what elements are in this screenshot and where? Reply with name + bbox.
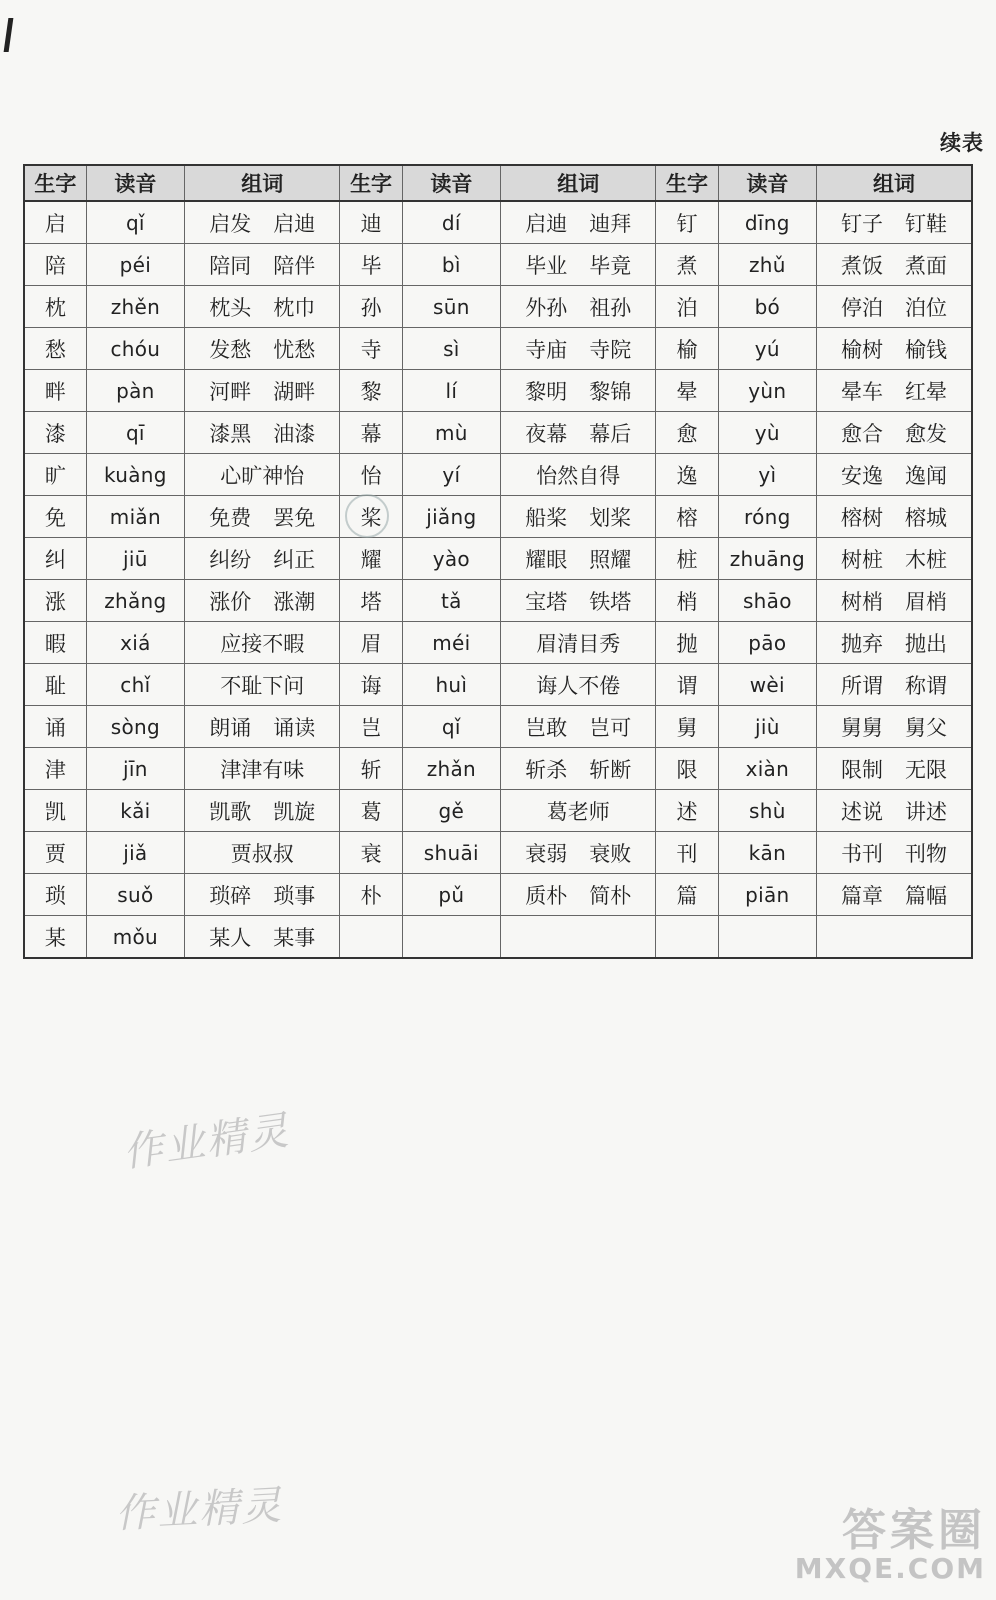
words-cell <box>817 916 972 959</box>
words-cell <box>817 664 972 706</box>
table-row <box>24 538 972 580</box>
pinyin-cell: qǐ <box>86 201 184 244</box>
words-cell <box>501 328 656 370</box>
char-cell: 耀 <box>340 538 402 580</box>
pinyin-cell: sòng <box>86 706 184 748</box>
word: 油漆 <box>273 421 316 446</box>
words-cell <box>501 538 656 580</box>
char-cell: 凯 <box>24 790 86 832</box>
table-row <box>24 664 972 706</box>
table-row <box>24 916 972 959</box>
char-cell: 抛 <box>656 622 718 664</box>
pinyin-cell: pāo <box>718 622 816 664</box>
char-cell: 迪 <box>340 201 402 244</box>
pinyin-cell: shāo <box>718 580 816 622</box>
pinyin-cell: bì <box>402 244 500 286</box>
word: 宝塔 <box>525 589 568 614</box>
words-cell <box>817 622 972 664</box>
words-cell <box>501 580 656 622</box>
pinyin-cell: xiá <box>86 622 184 664</box>
pinyin-cell: dí <box>402 201 500 244</box>
word: 湖畔 <box>273 379 316 404</box>
word: 应接不暇 <box>220 631 305 656</box>
word: 某人 <box>209 925 252 950</box>
pinyin-cell: yào <box>402 538 500 580</box>
pinyin-cell: sì <box>402 328 500 370</box>
words-cell <box>501 748 656 790</box>
words-cell <box>817 328 972 370</box>
char-cell: 舅 <box>656 706 718 748</box>
word: 舅父 <box>905 715 948 740</box>
pinyin-cell: suǒ <box>86 874 184 916</box>
words-cell <box>501 454 656 496</box>
page-corner-mark <box>4 18 14 52</box>
header-char: 生字 <box>340 165 402 201</box>
pinyin-cell: yù <box>718 412 816 454</box>
word: 迪拜 <box>589 211 632 236</box>
pinyin-cell: xiàn <box>718 748 816 790</box>
pinyin-cell: zhěn <box>86 286 184 328</box>
pinyin-cell: yú <box>718 328 816 370</box>
table-row <box>24 790 972 832</box>
word: 寺庙 <box>525 337 568 362</box>
words-cell <box>501 412 656 454</box>
words-cell <box>501 790 656 832</box>
pinyin-cell: yí <box>402 454 500 496</box>
char-cell: 眉 <box>340 622 402 664</box>
pinyin-cell: chǐ <box>86 664 184 706</box>
char-cell: 畔 <box>24 370 86 412</box>
char-cell: 晕 <box>656 370 718 412</box>
pinyin-cell: huì <box>402 664 500 706</box>
pinyin-cell: yùn <box>718 370 816 412</box>
char-cell: 黎 <box>340 370 402 412</box>
char-cell <box>340 916 402 959</box>
word: 幕后 <box>589 421 632 446</box>
pinyin-cell: pǔ <box>402 874 500 916</box>
table-row <box>24 244 972 286</box>
word: 抛出 <box>905 631 948 656</box>
words-cell <box>185 748 340 790</box>
word: 斩断 <box>589 757 632 782</box>
word: 钉鞋 <box>905 211 948 236</box>
pinyin-cell: zhǎn <box>402 748 500 790</box>
pinyin-cell: qī <box>86 412 184 454</box>
word: 心旷神怡 <box>220 463 305 488</box>
header-words: 组词 <box>185 165 340 201</box>
word: 眉清目秀 <box>536 631 621 656</box>
word: 津津有味 <box>220 757 305 782</box>
table-row <box>24 706 972 748</box>
words-cell <box>501 706 656 748</box>
word: 诲人不倦 <box>536 673 621 698</box>
word: 涨价 <box>209 589 252 614</box>
pinyin-cell: jiū <box>86 538 184 580</box>
pinyin-cell: jiǎng <box>402 496 500 538</box>
pinyin-cell: kuàng <box>86 454 184 496</box>
pinyin-cell: jiù <box>718 706 816 748</box>
words-cell <box>185 580 340 622</box>
words-cell <box>185 412 340 454</box>
word: 篇章 <box>841 883 884 908</box>
header-pinyin: 读音 <box>402 165 500 201</box>
word: 免费 <box>209 505 252 530</box>
words-cell <box>185 496 340 538</box>
char-cell <box>656 916 718 959</box>
pinyin-cell: yì <box>718 454 816 496</box>
words-cell <box>817 706 972 748</box>
word: 榕城 <box>905 505 948 530</box>
words-cell <box>817 538 972 580</box>
pinyin-cell: lí <box>402 370 500 412</box>
word: 诵读 <box>273 715 316 740</box>
char-cell: 纠 <box>24 538 86 580</box>
table-row <box>24 286 972 328</box>
word: 黎明 <box>525 379 568 404</box>
pinyin-cell: bó <box>718 286 816 328</box>
word: 漆黑 <box>209 421 252 446</box>
char-cell: 桩 <box>656 538 718 580</box>
word: 琐碎 <box>209 883 252 908</box>
word: 愈合 <box>841 421 884 446</box>
char-cell: 漆 <box>24 412 86 454</box>
pinyin-cell: miǎn <box>86 496 184 538</box>
table-body <box>24 201 972 958</box>
word: 贾叔叔 <box>230 841 294 866</box>
pinyin-cell: mù <box>402 412 500 454</box>
word: 毕竟 <box>589 253 632 278</box>
words-cell <box>185 832 340 874</box>
word: 船桨 <box>525 505 568 530</box>
word: 涨潮 <box>273 589 316 614</box>
pinyin-cell: róng <box>718 496 816 538</box>
word: 木桩 <box>905 547 948 572</box>
words-cell <box>817 832 972 874</box>
continued-table-label: 续表 <box>940 131 984 155</box>
word: 讲述 <box>905 799 948 824</box>
word: 岂敢 <box>525 715 568 740</box>
word: 枕巾 <box>273 295 316 320</box>
char-cell: 某 <box>24 916 86 959</box>
word: 称谓 <box>905 673 948 698</box>
char-cell: 泊 <box>656 286 718 328</box>
words-cell <box>501 370 656 412</box>
word: 斩杀 <box>525 757 568 782</box>
word: 凯歌 <box>209 799 252 824</box>
word: 怡然自得 <box>536 463 621 488</box>
pinyin-cell: sūn <box>402 286 500 328</box>
pinyin-cell: tǎ <box>402 580 500 622</box>
word: 启发 <box>209 211 252 236</box>
char-cell: 梢 <box>656 580 718 622</box>
pinyin-cell: qǐ <box>402 706 500 748</box>
stamp-mark <box>345 494 389 538</box>
words-cell <box>817 790 972 832</box>
header-pinyin: 读音 <box>86 165 184 201</box>
watermark: 作业精灵 <box>114 1482 285 1538</box>
word: 刊物 <box>905 841 948 866</box>
word: 罢免 <box>273 505 316 530</box>
word: 榕树 <box>841 505 884 530</box>
pinyin-cell: mǒu <box>86 916 184 959</box>
word: 启迪 <box>525 211 568 236</box>
words-cell <box>817 454 972 496</box>
pinyin-cell: pàn <box>86 370 184 412</box>
word: 纠正 <box>273 547 316 572</box>
char-cell: 逸 <box>656 454 718 496</box>
pinyin-cell <box>718 916 816 959</box>
char-cell: 贾 <box>24 832 86 874</box>
pinyin-cell: gě <box>402 790 500 832</box>
table-row <box>24 201 972 244</box>
words-cell <box>185 328 340 370</box>
char-cell: 岂 <box>340 706 402 748</box>
word: 安逸 <box>841 463 884 488</box>
char-cell: 诲 <box>340 664 402 706</box>
char-cell: 陪 <box>24 244 86 286</box>
word: 不耻下问 <box>220 673 305 698</box>
table-header-row <box>24 165 972 201</box>
char-cell: 谓 <box>656 664 718 706</box>
char-cell: 津 <box>24 748 86 790</box>
word: 衰弱 <box>525 841 568 866</box>
char-cell: 桨 <box>340 496 402 538</box>
words-cell <box>817 201 972 244</box>
words-cell <box>501 244 656 286</box>
word: 榆树 <box>841 337 884 362</box>
words-cell <box>501 664 656 706</box>
char-cell: 衰 <box>340 832 402 874</box>
char-cell: 枕 <box>24 286 86 328</box>
pinyin-cell: zhǔ <box>718 244 816 286</box>
word: 限制 <box>841 757 884 782</box>
word: 愈发 <box>905 421 948 446</box>
char-cell: 钉 <box>656 201 718 244</box>
char-cell: 煮 <box>656 244 718 286</box>
word: 逸闻 <box>905 463 948 488</box>
table-row <box>24 622 972 664</box>
char-cell: 榆 <box>656 328 718 370</box>
word: 篇幅 <box>905 883 948 908</box>
word: 祖孙 <box>589 295 632 320</box>
char-cell: 斩 <box>340 748 402 790</box>
char-cell: 愈 <box>656 412 718 454</box>
char-cell: 述 <box>656 790 718 832</box>
char-cell: 旷 <box>24 454 86 496</box>
table-row <box>24 832 972 874</box>
word: 树桩 <box>841 547 884 572</box>
words-cell <box>501 916 656 959</box>
words-cell <box>817 412 972 454</box>
pinyin-cell: jiǎ <box>86 832 184 874</box>
table-row <box>24 748 972 790</box>
word: 舅舅 <box>841 715 884 740</box>
pinyin-cell: wèi <box>718 664 816 706</box>
words-cell <box>185 622 340 664</box>
site-logo <box>794 1505 986 1585</box>
word: 寺院 <box>589 337 632 362</box>
word: 简朴 <box>589 883 632 908</box>
char-cell: 限 <box>656 748 718 790</box>
word: 毕业 <box>525 253 568 278</box>
pinyin-cell: méi <box>402 622 500 664</box>
vocabulary-table <box>23 164 973 959</box>
pinyin-cell: zhǎng <box>86 580 184 622</box>
pinyin-cell: piān <box>718 874 816 916</box>
table-row <box>24 454 972 496</box>
word: 榆钱 <box>905 337 948 362</box>
word: 葛老师 <box>546 799 610 824</box>
word: 泊位 <box>905 295 948 320</box>
pinyin-cell: jīn <box>86 748 184 790</box>
word: 忧愁 <box>273 337 316 362</box>
word: 黎锦 <box>589 379 632 404</box>
header-char: 生字 <box>24 165 86 201</box>
words-cell <box>817 748 972 790</box>
logo-text: 答案圈 <box>842 1505 986 1556</box>
words-cell <box>501 832 656 874</box>
words-cell <box>185 201 340 244</box>
char-cell: 塔 <box>340 580 402 622</box>
char-cell: 榕 <box>656 496 718 538</box>
watermark: 作业精灵 <box>120 1107 293 1177</box>
char-cell: 琐 <box>24 874 86 916</box>
word: 衰败 <box>589 841 632 866</box>
table-row <box>24 580 972 622</box>
word: 岂可 <box>589 715 632 740</box>
char-cell: 免 <box>24 496 86 538</box>
word: 红晕 <box>905 379 948 404</box>
word: 夜幕 <box>525 421 568 446</box>
char-cell: 启 <box>24 201 86 244</box>
words-cell <box>185 370 340 412</box>
table-row <box>24 370 972 412</box>
word: 眉梢 <box>905 589 948 614</box>
char-cell: 诵 <box>24 706 86 748</box>
words-cell <box>501 874 656 916</box>
words-cell <box>185 286 340 328</box>
char-cell: 篇 <box>656 874 718 916</box>
pinyin-cell: shù <box>718 790 816 832</box>
pinyin-cell: dīng <box>718 201 816 244</box>
char-cell: 愁 <box>24 328 86 370</box>
word: 晕车 <box>841 379 884 404</box>
header-words: 组词 <box>501 165 656 201</box>
table-row <box>24 412 972 454</box>
char-cell: 幕 <box>340 412 402 454</box>
char-cell: 寺 <box>340 328 402 370</box>
word: 河畔 <box>209 379 252 404</box>
table-row <box>24 328 972 370</box>
words-cell <box>817 580 972 622</box>
char-cell: 耻 <box>24 664 86 706</box>
words-cell <box>501 201 656 244</box>
char-cell: 暇 <box>24 622 86 664</box>
words-cell <box>817 370 972 412</box>
word: 纠纷 <box>209 547 252 572</box>
words-cell <box>817 286 972 328</box>
char-cell: 刊 <box>656 832 718 874</box>
words-cell <box>185 454 340 496</box>
word: 启迪 <box>273 211 316 236</box>
word: 外孙 <box>525 295 568 320</box>
word: 所谓 <box>841 673 884 698</box>
words-cell <box>501 286 656 328</box>
words-cell <box>501 622 656 664</box>
words-cell <box>185 664 340 706</box>
words-cell <box>185 874 340 916</box>
char-cell: 毕 <box>340 244 402 286</box>
words-cell <box>817 496 972 538</box>
word: 枕头 <box>209 295 252 320</box>
word: 陪同 <box>209 253 252 278</box>
pinyin-cell <box>402 916 500 959</box>
char-cell: 孙 <box>340 286 402 328</box>
pinyin-cell: péi <box>86 244 184 286</box>
words-cell <box>817 244 972 286</box>
words-cell <box>185 916 340 959</box>
word: 照耀 <box>589 547 632 572</box>
words-cell <box>185 790 340 832</box>
pinyin-cell: kǎi <box>86 790 184 832</box>
word: 质朴 <box>525 883 568 908</box>
char-cell: 怡 <box>340 454 402 496</box>
word: 琐事 <box>273 883 316 908</box>
word: 钉子 <box>841 211 884 236</box>
pinyin-cell: zhuāng <box>718 538 816 580</box>
table-row <box>24 496 972 538</box>
char-cell: 涨 <box>24 580 86 622</box>
pinyin-cell: chóu <box>86 328 184 370</box>
words-cell <box>185 244 340 286</box>
word: 发愁 <box>209 337 252 362</box>
word: 朗诵 <box>209 715 252 740</box>
char-cell: 葛 <box>340 790 402 832</box>
word: 煮饭 <box>841 253 884 278</box>
words-cell <box>185 538 340 580</box>
word: 停泊 <box>841 295 884 320</box>
logo-url: MXQE.COM <box>794 1552 986 1585</box>
words-cell <box>501 496 656 538</box>
word: 述说 <box>841 799 884 824</box>
word: 陪伴 <box>273 253 316 278</box>
word: 耀眼 <box>525 547 568 572</box>
words-cell <box>185 706 340 748</box>
words-cell <box>817 874 972 916</box>
word: 划桨 <box>589 505 632 530</box>
word: 抛弃 <box>841 631 884 656</box>
word: 书刊 <box>841 841 884 866</box>
word: 煮面 <box>905 253 948 278</box>
word: 无限 <box>905 757 948 782</box>
pinyin-cell: shuāi <box>402 832 500 874</box>
table-row <box>24 874 972 916</box>
char-cell: 朴 <box>340 874 402 916</box>
word: 某事 <box>273 925 316 950</box>
word: 铁塔 <box>589 589 632 614</box>
word: 凯旋 <box>273 799 316 824</box>
header-pinyin: 读音 <box>718 165 816 201</box>
word: 树梢 <box>841 589 884 614</box>
header-char: 生字 <box>656 165 718 201</box>
pinyin-cell: kān <box>718 832 816 874</box>
header-words: 组词 <box>817 165 972 201</box>
